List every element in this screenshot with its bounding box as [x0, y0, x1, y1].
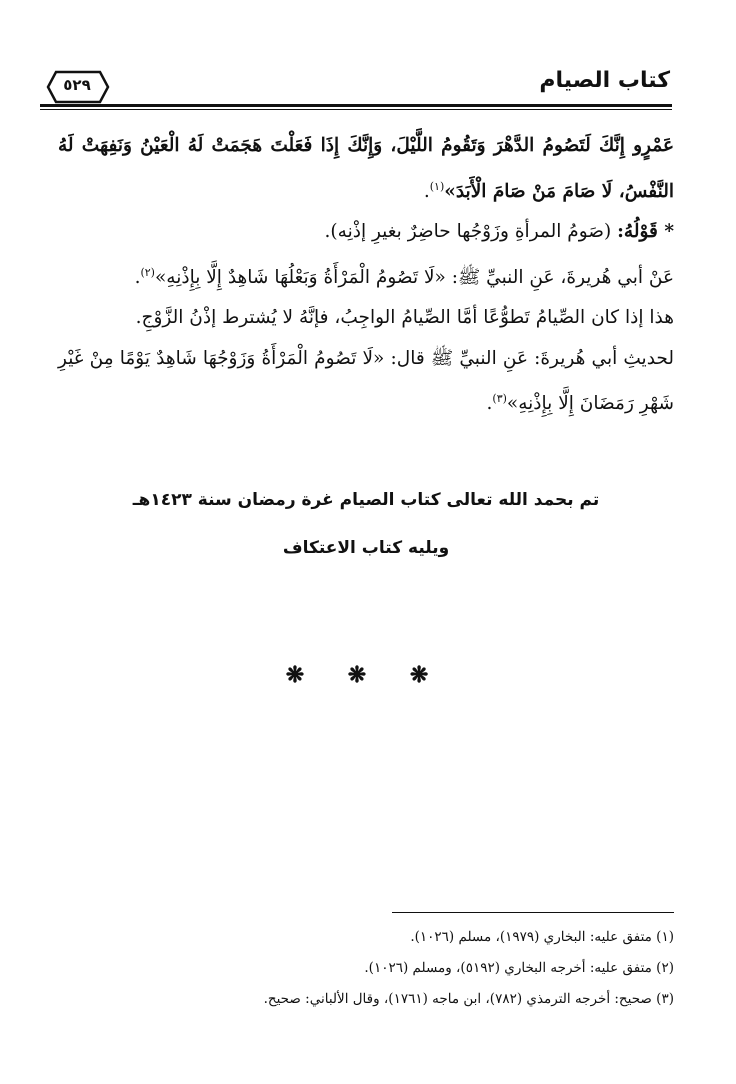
closing-line-1: تم بحمد الله تعالى كتاب الصيام غرة رمضان سنة ١٤٢٣هـ — [132, 490, 600, 510]
paragraph-1: عَمْرٍو إِنَّكَ لَتَصُومُ الدَّهْرَ وَتَقُومُ اللَّيْلَ، وَإِنَّكَ إِذَا فَعَلْتَ هَجَمَتْ لَهُ الْعَيْنُ وَنَفِهَتْ لَهُ النَّفْسُ، لَا صَامَ مَنْ صَامَ الْأَبَدَ»$^{(١)}$. — [58, 135, 674, 202]
header-rule-thick — [40, 104, 672, 107]
footnote-2: (٢) متفق عليه: أخرجه البخاري (٥١٩٢)، ومسلم (١٠٢٦). — [364, 960, 674, 976]
page-number: ٥٢٩ — [63, 76, 91, 94]
commentary-lead: * قَوْلُهُ: — [617, 221, 674, 243]
paragraph-4: هذا إذا كان الصِّيامُ تَطوُّعًا أمَّا الصِّيامُ الواجِبُ، فإنَّهُ لا يُشترط إذْنُ الزَّوْجِ. — [135, 307, 674, 329]
closing-line-2: ويليه كتاب الاعتكاف — [282, 538, 450, 558]
footnote-rule — [392, 912, 674, 913]
footnote-ref-1: (١) — [429, 179, 445, 193]
footnote-ref-2: (٢) — [140, 265, 155, 279]
footnote-1: (١) متفق عليه: البخاري (١٩٧٩)، مسلم (١٠٢٦). — [410, 929, 674, 945]
footnote-3: (٣) صحيح: أخرجه الترمذي (٧٨٢)، ابن ماجه (١٧٦١)، وقال الألباني: صحيح. — [263, 991, 674, 1007]
chapter-title: كتاب الصيام — [539, 68, 670, 93]
footnote-ref-3: (٣) — [492, 392, 507, 406]
header-rule-thin — [40, 109, 672, 110]
main-text — [58, 126, 674, 425]
paragraph-3: عَنْ أبي هُريرةَ، عَنِ النبيِّ ﷺ: «لَا تَصُومُ الْمَرْأَةُ وَبَعْلُهَا شَاهِدٌ إِلَّا بِإِذْنِهِ»$^{(٢)}$. — [134, 265, 674, 288]
paragraph-2: * قَوْلُهُ: (صَومُ المرأةِ وزَوْجُها حاضِرٌ بغيرِ إذْنِه). — [324, 221, 674, 243]
footnotes — [58, 922, 674, 1015]
paragraph-5: لحديثِ أبي هُريرةَ: عَنِ النبيِّ ﷺ قال: «لَا تَصُومُ الْمَرْأَةُ وَزَوْجُهَا شَاهِدٌ يَوْمًا مِنْ غَيْرِ شَهْرِ رَمَضَانَ إِلَّا بِإِذْنِهِ»$^{(٣)}$. — [58, 347, 674, 415]
section-separator-stars: ❋ ❋ ❋ — [285, 662, 447, 688]
